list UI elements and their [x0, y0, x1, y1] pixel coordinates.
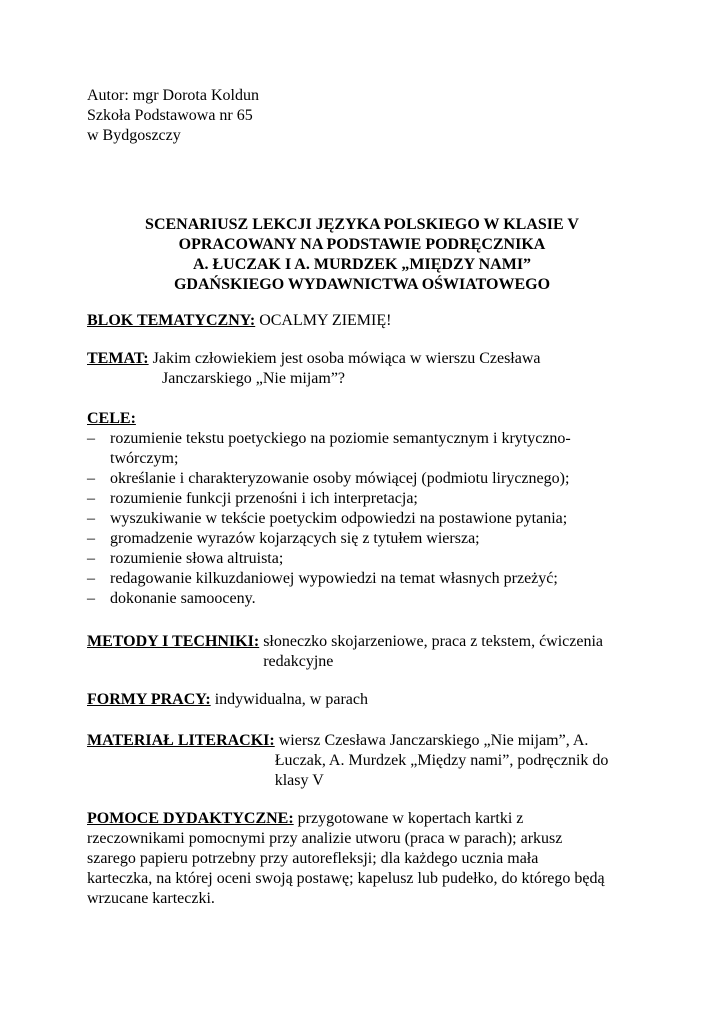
- pomoce-line-2: rzeczownikami pomocnymi przy analizie utworu (praca w parach); arkusz: [87, 830, 563, 847]
- material-label: MATERIAŁ LITERACKI:: [87, 732, 275, 749]
- cele-label: CELE:: [87, 410, 136, 427]
- dash-bullet: –: [87, 550, 95, 567]
- material-line-3: klasy V: [274, 772, 324, 789]
- formy-section: [87, 690, 647, 710]
- author-city: w Bydgoszczy: [87, 127, 181, 144]
- metody-label: METODY I TECHNIKI:: [87, 633, 260, 650]
- dash-bullet: –: [87, 590, 95, 607]
- pomoce-label: POMOCE DYDAKTYCZNE:: [87, 810, 294, 827]
- pomoce-line-1: przygotowane w kopertach kartki z: [293, 810, 524, 827]
- title-line-1: SCENARIUSZ LEKCJI JĘZYKA POLSKIEGO W KLASIE V: [145, 216, 579, 233]
- list-item-text: rozumienie tekstu poetyckiego na poziomie semantycznym i krytyczno-: [110, 430, 571, 447]
- dash-bullet: –: [87, 570, 95, 587]
- list-item: [87, 469, 647, 489]
- title-line-3: A. ŁUCZAK I A. MURDZEK „MIĘDZY NAMI”: [192, 256, 532, 273]
- blok-value: OCALMY ZIEMIĘ!: [255, 312, 392, 329]
- blok-section: [87, 311, 647, 331]
- title-line-4: GDAŃSKIEGO WYDAWNICTWA OŚWIATOWEGO: [173, 276, 551, 293]
- dash-bullet: –: [87, 530, 95, 547]
- pomoce-line-3: szarego papieru potrzebny przy autorefleksji; dla każdego ucznia mała: [87, 850, 539, 867]
- pomoce-section: [87, 809, 647, 909]
- pomoce-line-4: karteczka, na której oceni swoją postawę; kapelusz lub pudełko, do którego będą: [87, 870, 605, 887]
- author-name: Autor: mgr Dorota Koldun: [87, 87, 259, 104]
- list-item-text: rozumienie słowa altruista;: [110, 550, 284, 567]
- list-item-text: wyszukiwanie w tekście poetyckim odpowiedzi na postawione pytania;: [110, 510, 568, 527]
- list-item: [87, 529, 647, 549]
- dash-bullet: –: [87, 470, 95, 487]
- author-school: Szkoła Podstawowa nr 65: [87, 107, 253, 124]
- dash-bullet: –: [87, 430, 95, 447]
- cele-list: [87, 429, 647, 609]
- list-item-text: gromadzenie wyrazów kojarzących się z tytułem wiersza;: [110, 530, 480, 547]
- formy-value: indywidualna, w parach: [210, 691, 368, 708]
- metody-section: [87, 632, 647, 672]
- document-title: [87, 215, 637, 295]
- title-line-2: OPRACOWANY NA PODSTAWIE PODRĘCZNIKA: [178, 236, 546, 253]
- formy-label: FORMY PRACY:: [87, 691, 211, 708]
- list-item-text: dokonanie samooceny.: [110, 590, 256, 607]
- list-item: [87, 549, 647, 569]
- material-line-2: Łuczak, A. Murdzek „Między nami”, podręcznik do: [274, 752, 609, 769]
- list-item: [87, 429, 647, 469]
- author-block: [87, 86, 259, 146]
- material-section: [87, 731, 647, 791]
- temat-line-2: Janczarskiego „Nie mijam”?: [162, 370, 346, 387]
- material-line-1: wiersz Czesława Janczarskiego „Nie mijam”, A.: [274, 732, 589, 749]
- temat-line-1: Jakim człowiekiem jest osoba mówiąca w wierszu Czesława: [148, 350, 541, 367]
- list-item: [87, 569, 647, 589]
- list-item-text-cont: twórczym;: [110, 450, 179, 467]
- cele-section: [87, 409, 647, 609]
- pomoce-line-5: wrzucane karteczki.: [87, 890, 215, 907]
- list-item: [87, 509, 647, 529]
- metody-line-1: słoneczko skojarzeniowe, praca z tekstem, ćwiczenia: [259, 633, 604, 650]
- metody-line-2: redakcyjne: [263, 653, 334, 670]
- temat-section: [87, 349, 647, 389]
- blok-label: BLOK TEMATYCZNY:: [87, 312, 256, 329]
- list-item-text: określanie i charakteryzowanie osoby mówiącej (podmiotu lirycznego);: [110, 470, 570, 487]
- temat-label: TEMAT:: [87, 350, 149, 367]
- list-item: [87, 489, 647, 509]
- list-item-text: rozumienie funkcji przenośni i ich interpretacja;: [110, 490, 418, 507]
- list-item: [87, 589, 647, 609]
- dash-bullet: –: [87, 490, 95, 507]
- list-item-text: redagowanie kilkuzdaniowej wypowiedzi na temat własnych przeżyć;: [110, 570, 558, 587]
- dash-bullet: –: [87, 510, 95, 527]
